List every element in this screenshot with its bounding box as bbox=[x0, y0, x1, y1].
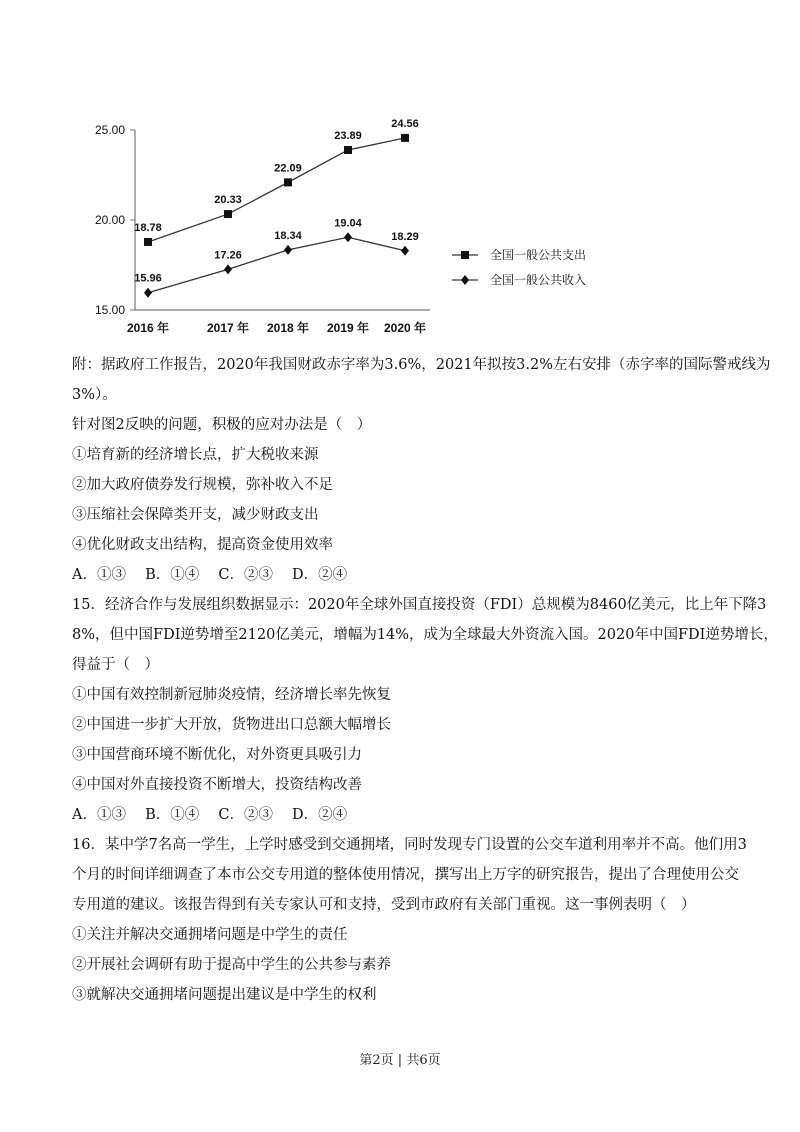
option-item: ②加大政府债券发行规模，弥补收入不足 bbox=[72, 477, 333, 493]
x-tick-label: 2020 年 bbox=[383, 321, 427, 335]
option-item: ③就解决交通拥堵问题提出建议是中学生的权利 bbox=[72, 987, 377, 1003]
option-item: ④中国对外直接投资不断增大，投资结构改善 bbox=[72, 777, 362, 793]
y-tick-label: 15.00 bbox=[94, 303, 125, 317]
line-chart bbox=[80, 105, 640, 350]
data-point-diamond bbox=[344, 232, 352, 242]
series-line bbox=[148, 138, 405, 242]
question-stem: 专用道的建议。该报告得到有关专家认可和支持，受到市政府有关部门重视。这一事例表明（ ） bbox=[72, 897, 696, 913]
x-tick-label: 2017 年 bbox=[206, 321, 250, 335]
data-point-diamond bbox=[401, 246, 409, 256]
data-point-diamond bbox=[224, 264, 232, 274]
legend-label: 全国一般公共收入 bbox=[490, 273, 587, 287]
answer-choices: A．①③ B．①④ C．②③ D．②④ bbox=[72, 807, 348, 823]
data-point-diamond bbox=[144, 288, 152, 298]
y-tick-label: 25.00 bbox=[94, 123, 125, 137]
data-label: 19.04 bbox=[334, 217, 362, 230]
x-tick-label: 2019 年 bbox=[326, 321, 370, 335]
data-label: 20.33 bbox=[214, 194, 242, 207]
data-label: 18.29 bbox=[391, 230, 419, 243]
option-item: ③压缩社会保障类开支，减少财政支出 bbox=[72, 507, 319, 523]
y-tick-label: 20.00 bbox=[94, 213, 125, 227]
x-tick-label: 2016 年 bbox=[126, 321, 170, 335]
data-point-square bbox=[401, 134, 409, 142]
page-footer: 第2页 | 共6页 bbox=[359, 1053, 441, 1068]
question-stem: 15．经济合作与发展组织数据显示：2020年全球外国直接投资（FDI）总规模为8460亿美元，比上年下降3 bbox=[72, 597, 767, 613]
question-stem: 8%，但中国FDI逆势增至2120亿美元，增幅为14%，成为全球最大外资流入国。2020年中国FDI逆势增长， bbox=[72, 627, 778, 643]
series-line bbox=[148, 237, 405, 292]
note-line: 3%）。 bbox=[72, 387, 117, 403]
option-item: ②中国进一步扩大开放，货物进出口总额大幅增长 bbox=[72, 717, 391, 733]
data-point-square bbox=[224, 210, 232, 218]
option-item: ②开展社会调研有助于提高中学生的公共参与素养 bbox=[72, 957, 391, 973]
data-label: 18.34 bbox=[274, 229, 302, 242]
legend-label: 全国一般公共支出 bbox=[490, 248, 587, 262]
y-tick-labels bbox=[95, 123, 125, 317]
data-label: 24.56 bbox=[391, 117, 419, 130]
question-stem: 针对图2反映的问题，积极的应对办法是（ ） bbox=[72, 417, 372, 433]
data-point-square bbox=[144, 238, 152, 246]
option-item: ①中国有效控制新冠肺炎疫情，经济增长率先恢复 bbox=[72, 687, 391, 703]
x-tick-label: 2018 年 bbox=[266, 321, 310, 335]
data-label: 15.96 bbox=[134, 272, 162, 285]
chart-axes bbox=[130, 130, 430, 310]
note-line: 附：据政府工作报告，2020年我国财政赤字率为3.6%，2021年拟按3.2%左右安排（赤字率的国际警戒线为 bbox=[72, 357, 771, 373]
answer-choices: A．①③ B．①④ C．②③ D．②④ bbox=[72, 567, 348, 583]
legend-marker-square bbox=[461, 251, 469, 259]
question-stem: 个月的时间详细调查了本市公交专用道的整体使用情况，撰写出上万字的研究报告，提出了合理使用公交 bbox=[72, 867, 739, 883]
option-item: ①关注并解决交通拥堵问题是中学生的责任 bbox=[72, 927, 348, 943]
option-item: ①培育新的经济增长点，扩大税收来源 bbox=[72, 447, 319, 463]
data-label: 23.89 bbox=[334, 129, 362, 142]
body-text bbox=[72, 350, 778, 1010]
chart-legend bbox=[452, 247, 586, 287]
chart-series bbox=[134, 118, 419, 298]
data-label: 18.78 bbox=[134, 221, 162, 234]
option-item: ③中国营商环境不断优化，对外资更具吸引力 bbox=[72, 747, 362, 763]
option-item: ④优化财政支出结构，提高资金使用效率 bbox=[72, 537, 333, 553]
data-point-diamond bbox=[284, 245, 292, 255]
data-label: 17.26 bbox=[214, 249, 242, 262]
question-stem: 得益于（ ） bbox=[72, 657, 159, 673]
data-label: 22.09 bbox=[274, 162, 302, 175]
question-stem: 16．某中学7名高一学生，上学时感受到交通拥堵，同时发现专门设置的公交车道利用率并不高。他们用3 bbox=[72, 837, 747, 853]
x-tick-labels bbox=[127, 320, 426, 335]
data-point-square bbox=[344, 146, 352, 154]
legend-marker-diamond bbox=[461, 275, 469, 285]
data-point-square bbox=[284, 178, 292, 186]
